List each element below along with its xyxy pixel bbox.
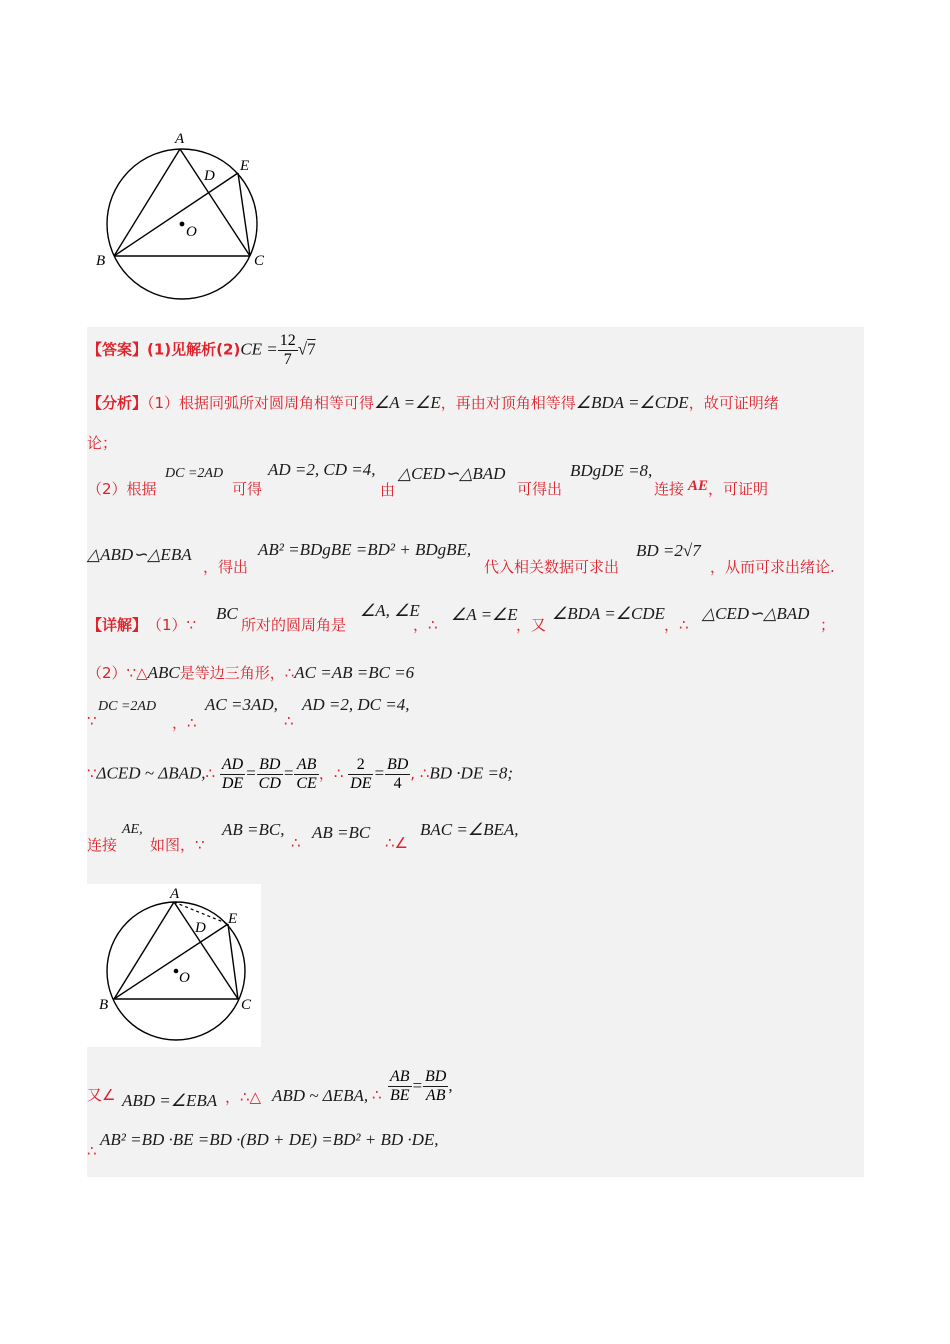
fraction-den: 4: [393, 775, 402, 792]
detail-l5c: ∴: [291, 834, 301, 852]
detail-l3c: ∴: [284, 712, 294, 730]
label-d: D: [195, 920, 206, 936]
detail-l5m1: AE,: [122, 822, 143, 837]
answer-root: 7: [307, 339, 316, 359]
detail-l6b: ，∴△: [225, 1088, 262, 1106]
analysis-l3m3: △CED∽△BAD: [398, 464, 506, 483]
fraction-den: CD: [258, 775, 281, 792]
analysis-l4m1: △ABD∽△EBA: [87, 545, 192, 564]
detail-line-4: ∵ΔCED ~ ΔBAD,∴ $\frac{AD}{DE}$ = $\frac{BD}{CD}$ = $\frac{AB}{CE}$ ，∴ $\frac{2}{DE}$ = $\frac{BD}{4}$ , ∴BD ·DE =8;: [87, 756, 514, 792]
analysis-l3b: 可得: [232, 480, 263, 498]
answer-sqrt: √7: [297, 339, 316, 359]
fraction: [257, 756, 283, 793]
detail-l5m4: BAC =∠BEA,: [420, 820, 519, 839]
fraction: [220, 756, 245, 793]
fraction-den: CE: [296, 775, 317, 792]
label-d: D: [204, 168, 215, 184]
answer-fraction: [278, 332, 298, 369]
math-expr: ∠BDA =∠CDE: [575, 393, 689, 412]
answer-lhs: CE =: [240, 339, 278, 359]
math-expr: ABC: [147, 663, 180, 682]
analysis-l3c: 由: [380, 481, 396, 499]
answer-part1: (1)见解析: [147, 340, 217, 359]
detail-l3a: ∵: [87, 712, 97, 730]
math-expr: BD ·DE =8;: [429, 763, 514, 783]
fraction-num: BD: [425, 1068, 447, 1085]
detail-text: ∴: [205, 764, 216, 783]
label-o: O: [179, 970, 190, 986]
fraction-num: BD: [257, 756, 283, 775]
detail-l3m2: AC =3AD,: [205, 695, 278, 714]
fraction: [385, 756, 410, 793]
center-dot: [174, 969, 179, 974]
label-b: B: [99, 997, 109, 1013]
detail-l7a: ∴: [87, 1142, 97, 1160]
fraction-den: DE: [350, 775, 372, 792]
label-o: O: [186, 224, 197, 240]
fraction: [348, 756, 373, 793]
geometry-figure-box: [87, 884, 261, 1047]
center-dot: [180, 222, 185, 227]
fraction-den: AB: [425, 1087, 446, 1104]
fraction-num: 2: [348, 756, 373, 775]
analysis-l3e: 连接: [654, 480, 685, 498]
detail-l6m1: ABD =∠EBA: [122, 1091, 218, 1110]
fraction-den: BE: [390, 1087, 410, 1104]
label-a: A: [175, 131, 185, 147]
geometry-figure-top: [92, 128, 272, 303]
solution-panel: [87, 327, 864, 1177]
analysis-text: （1）根据同弧所对圆周角相等可得: [147, 394, 375, 412]
math-expr: ΔCED ~ ΔBAD,: [96, 763, 206, 783]
detail-l3m1: DC =2AD: [98, 699, 157, 714]
detail-l3b: ，∴: [172, 714, 197, 732]
fraction: [423, 1068, 448, 1105]
segment-ec: [238, 173, 250, 256]
math-expr: ,: [448, 1076, 453, 1095]
answer-part2: (2): [216, 340, 241, 359]
fraction-num: BD: [386, 756, 409, 773]
detail-l6-fractions: $\frac{AB}{BE}$ = $\frac{BD}{AB}$ ,: [390, 1068, 453, 1104]
detail-l1m2: ∠A =∠E: [451, 605, 518, 624]
analysis-l4m2: AB² =BDgBE =BD² + BDgBE,: [258, 540, 472, 559]
detail-l5a: 连接: [87, 836, 118, 854]
analysis-line-2: 论；: [87, 434, 118, 452]
analysis-l3f: AE: [688, 478, 709, 494]
analysis-l4m3: BD =2√7: [636, 541, 701, 560]
label-c: C: [254, 253, 265, 269]
label-c: C: [241, 997, 252, 1013]
analysis-l3d: 可得出: [517, 480, 563, 498]
detail-l1b: 所对的圆周角是: [241, 616, 347, 634]
detail-text: （2）∵△: [87, 664, 148, 682]
analysis-l3g: ，可证明: [708, 480, 769, 498]
detail-l5m2: AB =BC,: [222, 820, 285, 839]
detail-l1d: ，又: [516, 616, 547, 634]
fraction: [294, 756, 318, 793]
answer-tag: 【答案】: [87, 340, 148, 359]
detail-l6m2: ABD ~ ΔEBA,: [272, 1086, 369, 1105]
math-expr: ∠A =∠E: [374, 393, 441, 412]
analysis-l3m2: AD =2, CD =4,: [268, 460, 376, 479]
detail-l1f: ；: [820, 616, 836, 634]
segment-ab: [114, 149, 180, 256]
answer-den: 7: [283, 351, 292, 368]
detail-l1m1: ∠A, ∠E: [360, 601, 420, 620]
fraction-num: AD: [221, 756, 244, 773]
analysis-tag: 【分析】: [87, 394, 148, 412]
fraction-num: AB: [294, 756, 318, 775]
segment-ab: [114, 902, 174, 999]
detail-text: 是等边三角形，∴: [179, 664, 295, 682]
math-expr: AC =AB =BC =6: [294, 663, 415, 682]
label-b: B: [96, 253, 106, 269]
label-e: E: [240, 158, 250, 174]
analysis-line-1: [87, 392, 779, 413]
detail-text: ，∴: [318, 764, 344, 783]
detail-l3m3: AD =2, DC =4,: [302, 695, 410, 714]
analysis-l4c: ，从而可求出绪论.: [710, 558, 835, 576]
detail-l1a: （1）∵: [147, 616, 197, 634]
segment-ec: [228, 924, 238, 999]
label-a: A: [170, 886, 180, 902]
detail-l1c: ，∴: [413, 616, 438, 634]
analysis-text: ，故可证明绪: [688, 394, 779, 412]
detail-l6c: ∴: [372, 1086, 382, 1104]
answer-num: 12: [279, 332, 296, 349]
segment-be: [114, 173, 238, 256]
detail-l1m4: △CED∽△BAD: [702, 604, 810, 623]
analysis-l4b: 代入相关数据可求出: [484, 558, 620, 576]
fraction-den: DE: [221, 775, 244, 792]
analysis-l3a: （2）根据: [87, 480, 157, 498]
analysis-l4a: ，得出: [203, 558, 249, 576]
detail-tag: 【详解】: [87, 616, 148, 634]
detail-l1arc: BC: [216, 604, 238, 623]
analysis-l3m1: DC =2AD: [165, 466, 224, 481]
detail-text: , ∴: [410, 764, 430, 783]
detail-l1m3: ∠BDA =∠CDE: [552, 604, 665, 623]
detail-l6a: 又∠: [87, 1086, 116, 1104]
detail-text: ∵: [87, 764, 97, 783]
analysis-l3m4: BDgDE =8,: [570, 461, 653, 480]
answer-line: [87, 332, 316, 369]
analysis-text: ，再由对顶角相等得: [440, 394, 576, 412]
detail-l5d: ∴∠: [385, 834, 408, 852]
geometry-figure-bottom: [87, 884, 261, 1047]
detail-l7m1: AB² =BD ·BE =BD ·(BD + DE) =BD² + BD ·DE,: [100, 1130, 439, 1149]
detail-l5b: 如图，∵: [150, 836, 205, 854]
detail-line-2: [87, 662, 414, 683]
fraction: [388, 1068, 412, 1105]
label-e: E: [228, 911, 238, 927]
detail-l5m3: AB =BC: [312, 823, 371, 842]
detail-l1e: ，∴: [664, 616, 689, 634]
segment-be: [114, 924, 228, 999]
fraction-num: AB: [390, 1068, 410, 1085]
